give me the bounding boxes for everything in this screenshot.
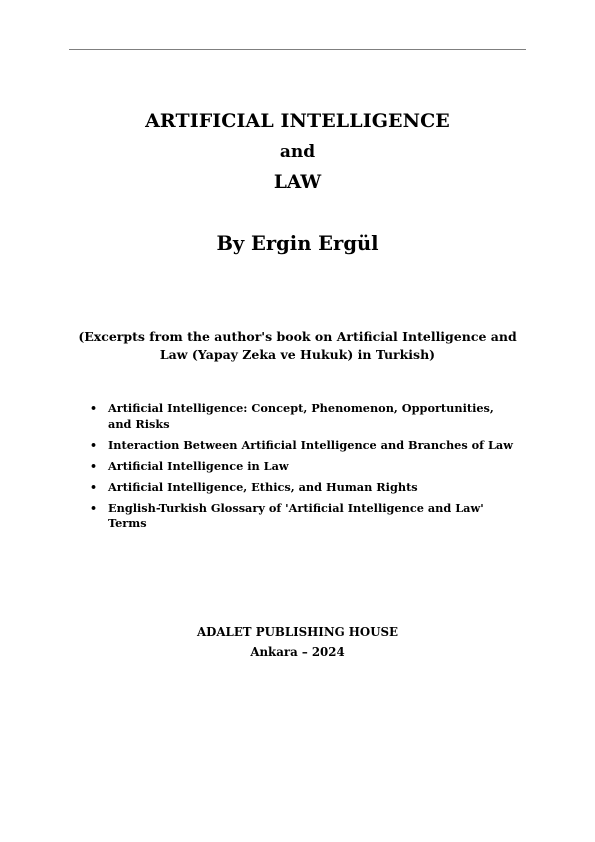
topic-text: Artificial Intelligence: Concept, Phenomenon, Opportunities, and Risks xyxy=(108,401,494,431)
topics-list xyxy=(88,401,518,537)
list-item xyxy=(88,459,518,475)
bullet-icon: • xyxy=(90,402,98,415)
topic-text: Artificial Intelligence in Law xyxy=(108,458,289,473)
bullet-icon: • xyxy=(90,501,98,515)
topic-text: Artificial Intelligence, Ethics, and Human Rights xyxy=(108,479,418,494)
title-line-2: and xyxy=(279,142,316,162)
top-rule xyxy=(69,49,526,50)
list-item xyxy=(88,401,518,432)
list-item xyxy=(88,501,518,532)
bullet-icon: • xyxy=(90,438,98,452)
publisher-name: ADALET PUBLISHING HOUSE xyxy=(196,625,399,639)
title-line-3: LAW xyxy=(273,172,322,193)
author: By Ergin Ergül xyxy=(216,232,379,255)
bullet-icon: • xyxy=(90,480,98,494)
bullet-icon: • xyxy=(90,459,98,473)
list-item xyxy=(88,480,518,496)
topic-text: English-Turkish Glossary of 'Artificial Intelligence and Law' Terms xyxy=(108,500,484,531)
list-item xyxy=(88,438,518,454)
topic-text: Interaction Between Artificial Intelligence and Branches of Law xyxy=(108,437,513,452)
excerpt-note: (Excerpts from the author's book on Artificial Intelligence and Law (Yapay Zeka ve Hukuk) in Turkish) xyxy=(78,329,517,362)
title-line-1: ARTIFICIAL INTELLIGENCE xyxy=(145,110,450,132)
publisher-place-year: Ankara – 2024 xyxy=(250,645,345,659)
